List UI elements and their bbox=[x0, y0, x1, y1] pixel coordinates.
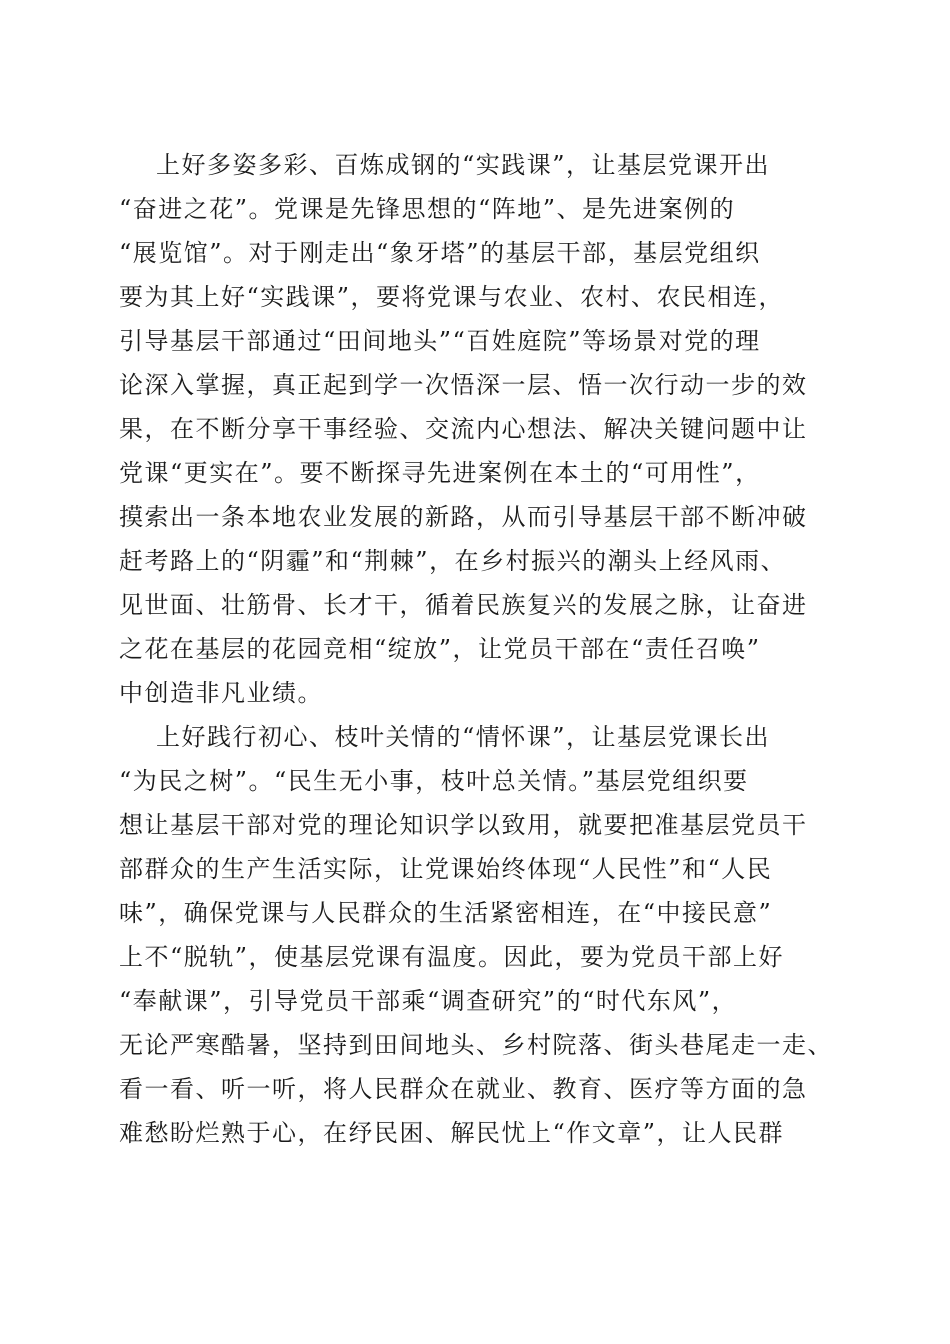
text-line: 果，在不断分享干事经验、交流内心想法、解决关键问题中让 bbox=[119, 415, 808, 443]
body-text bbox=[119, 143, 859, 1155]
text-line: 上好多姿多彩、百炼成钢的“实践课”，让基层党课开出 bbox=[156, 151, 771, 179]
text-line: 看一看、听一听，将人民群众在就业、教育、医疗等方面的急 bbox=[119, 1075, 808, 1103]
paragraph-feelings-lesson bbox=[119, 715, 859, 1155]
text-line: 中创造非凡业绩。 bbox=[119, 679, 323, 707]
text-line: 上不“脱轨”，使基层党课有温度。因此，要为党员干部上好 bbox=[119, 943, 785, 971]
text-line: 之花在基层的花园竞相“绽放”，让党员干部在“责任召唤” bbox=[119, 635, 761, 663]
text-line: “展览馆”。对于刚走出“象牙塔”的基层干部，基层党组织 bbox=[119, 239, 761, 267]
text-line: 论深入掌握，真正起到学一次悟深一层、悟一次行动一步的效 bbox=[119, 371, 808, 399]
text-line: 想让基层干部对党的理论知识学以致用，就要把准基层党员干 bbox=[119, 811, 808, 839]
text-line: “为民之树”。“民生无小事，枝叶总关情。”基层党组织要 bbox=[119, 767, 749, 795]
text-line: 难愁盼烂熟于心，在纾民困、解民忧上“作文章”，让人民群 bbox=[119, 1119, 785, 1147]
text-line: 党课“更实在”。要不断探寻先进案例在本土的“可用性”， bbox=[119, 459, 761, 487]
paragraph-practice-lesson bbox=[119, 143, 859, 715]
text-line: “奉献课”，引导党员干部乘“调查研究”的“时代东风”， bbox=[119, 987, 738, 1015]
text-line: 摸索出一条本地农业发展的新路，从而引导基层干部不断冲破 bbox=[119, 503, 808, 531]
text-line: 要为其上好“实践课”，要将党课与农业、农村、农民相连， bbox=[119, 283, 785, 311]
text-line: 赶考路上的“阴霾”和“荆棘”，在乡村振兴的潮头上经风雨、 bbox=[119, 547, 787, 575]
text-line: 部群众的生产生活实际，让党课始终体现“人民性”和“人民 bbox=[119, 855, 773, 883]
text-line: 见世面、壮筋骨、长才干，循着民族复兴的发展之脉，让奋进 bbox=[119, 591, 808, 619]
text-line: 引导基层干部通过“田间地头”“百姓庭院”等场景对党的理 bbox=[119, 327, 761, 355]
text-line: “奋进之花”。党课是先锋思想的“阵地”、是先进案例的 bbox=[119, 195, 736, 223]
text-line: 味”，确保党课与人民群众的生活紧密相连，在“中接民意” bbox=[119, 899, 773, 927]
text-line: 无论严寒酷暑，坚持到田间地头、乡村院落、街头巷尾走一走、 bbox=[119, 1031, 833, 1059]
text-line: 上好践行初心、枝叶关情的“情怀课”，让基层党课长出 bbox=[156, 723, 771, 751]
